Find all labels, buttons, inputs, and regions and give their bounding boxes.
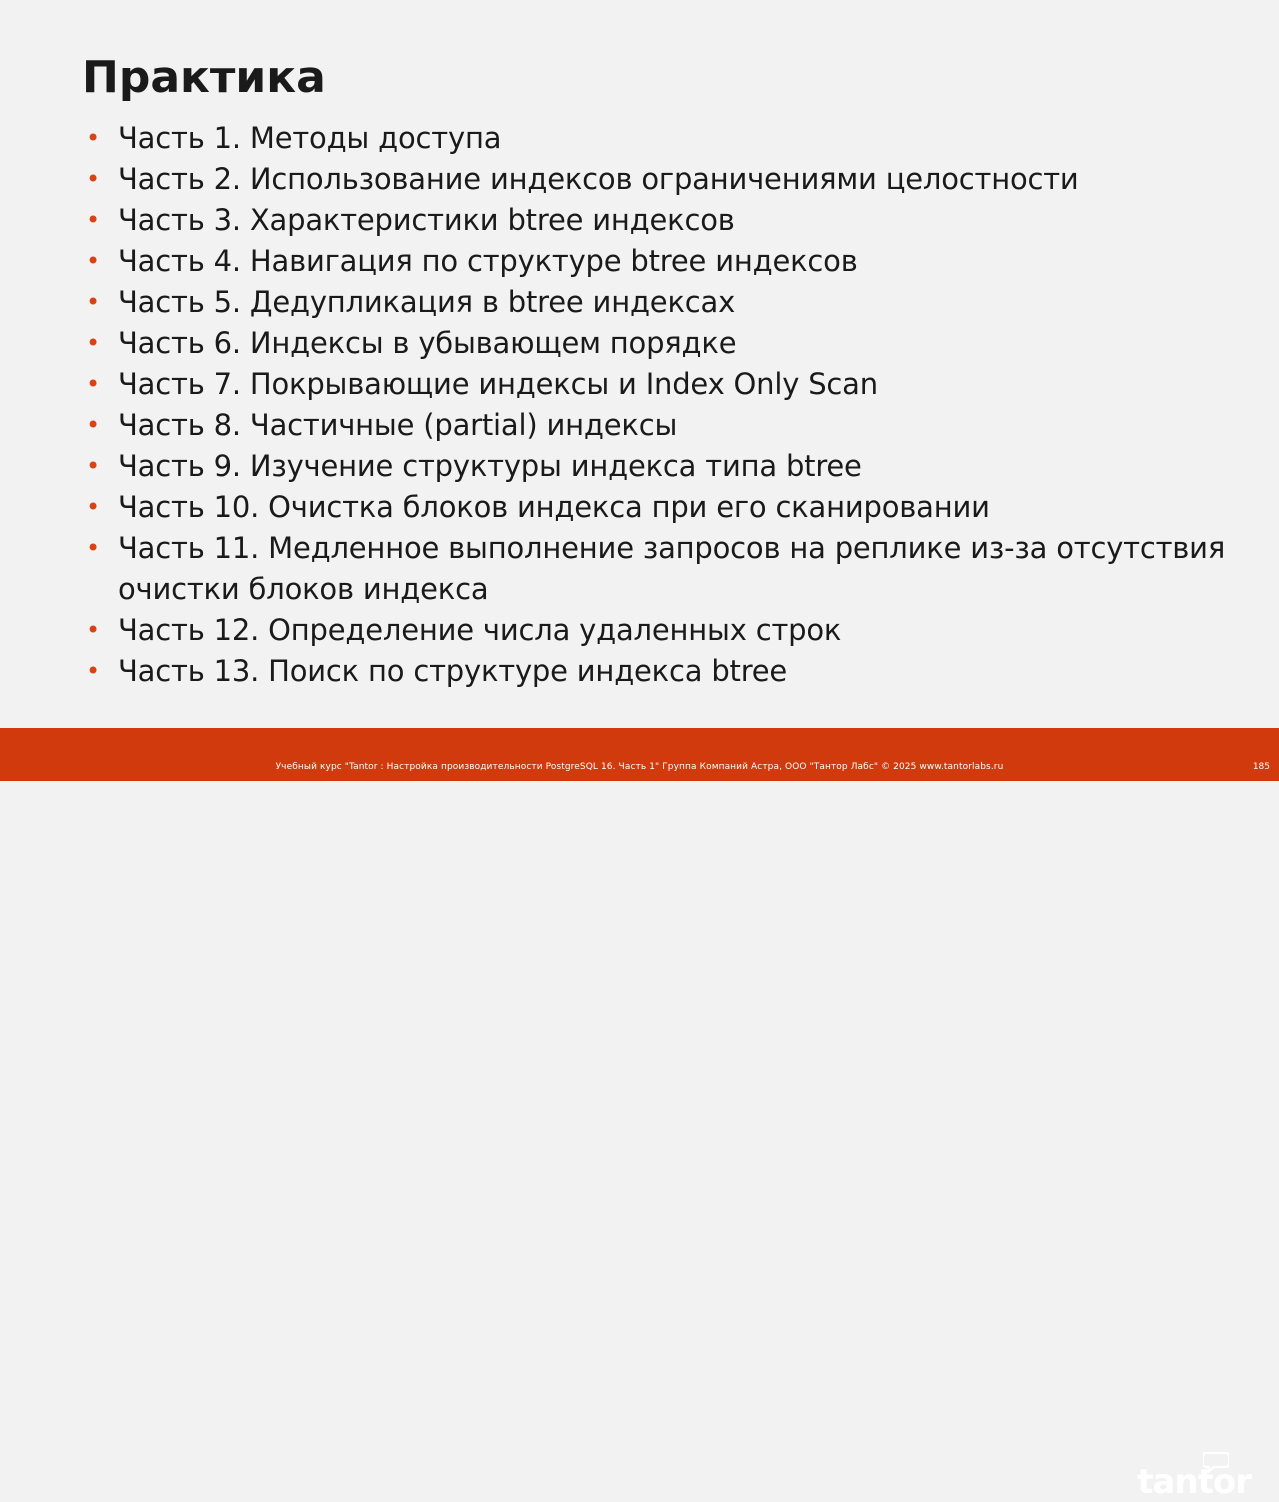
- list-item-label: Часть 5. Дедупликация в btree индексах: [118, 285, 736, 319]
- tantor-logo-mark-icon: [1203, 1451, 1229, 1473]
- bullet-dot-icon: •: [86, 411, 100, 439]
- list-item: [80, 446, 1230, 487]
- list-item-label: Часть 6. Индексы в убывающем порядке: [118, 326, 737, 360]
- list-item-label: Часть 2. Использование индексов ограничениями целостности: [118, 162, 1079, 196]
- list-item-label: Часть 10. Очистка блоков индекса при его сканировании: [118, 490, 990, 524]
- bullet-dot-icon: •: [86, 534, 100, 562]
- list-item: [80, 610, 1230, 651]
- list-item: [80, 323, 1230, 364]
- list-item-label: Часть 13. Поиск по структуре индекса btree: [118, 654, 788, 688]
- list-item-label: Часть 3. Характеристики btree индексов: [118, 203, 735, 237]
- bullet-dot-icon: •: [86, 493, 100, 521]
- bullet-dot-icon: •: [86, 206, 100, 234]
- bullet-dot-icon: •: [86, 288, 100, 316]
- list-item-label: Часть 1. Методы доступа: [118, 121, 502, 155]
- tantor-logo: tantor: [1137, 1462, 1251, 1502]
- list-item-label: Часть 4. Навигация по структуре btree индексов: [118, 244, 858, 278]
- list-item: [80, 200, 1230, 241]
- list-item-label: Часть 7. Покрывающие индексы и Index Only Scan: [118, 367, 878, 401]
- bullet-dot-icon: •: [86, 657, 100, 685]
- bullet-dot-icon: •: [86, 452, 100, 480]
- list-item-label: Часть 8. Частичные (partial) индексы: [118, 408, 678, 442]
- list-item: [80, 651, 1230, 692]
- bullet-dot-icon: •: [86, 247, 100, 275]
- list-item: [80, 528, 1235, 610]
- bullet-dot-icon: •: [86, 616, 100, 644]
- list-item: [80, 405, 1230, 446]
- page-title: Практика: [82, 52, 326, 103]
- list-item: [80, 241, 1230, 282]
- list-item-label: Часть 12. Определение числа удаленных строк: [118, 613, 842, 647]
- list-item: [80, 159, 1230, 200]
- list-item-label: Часть 9. Изучение структуры индекса типа btree: [118, 449, 862, 483]
- footer-bar: [0, 728, 1279, 1502]
- bullet-dot-icon: •: [86, 124, 100, 152]
- page-number: 185: [1252, 762, 1270, 772]
- list-item: [80, 487, 1230, 528]
- bullet-dot-icon: •: [86, 165, 100, 193]
- footer-course-text: Учебный курс "Tantor : Настройка производительности PostgreSQL 16. Часть 1" Группа Компаний Астра, ООО "Тантор Лабс" © 2025 www.tantorlabs.ru: [275, 762, 1004, 772]
- bullet-dot-icon: •: [86, 370, 100, 398]
- list-item: [80, 282, 1230, 323]
- bullet-dot-icon: •: [86, 329, 100, 357]
- list-item: [80, 118, 1230, 159]
- practice-parts-list: [80, 118, 1235, 692]
- list-item-label: Часть 11. Медленное выполнение запросов на реплике из-за отсутствия очистки блоков индекса: [118, 531, 1235, 606]
- list-item: [80, 364, 1230, 405]
